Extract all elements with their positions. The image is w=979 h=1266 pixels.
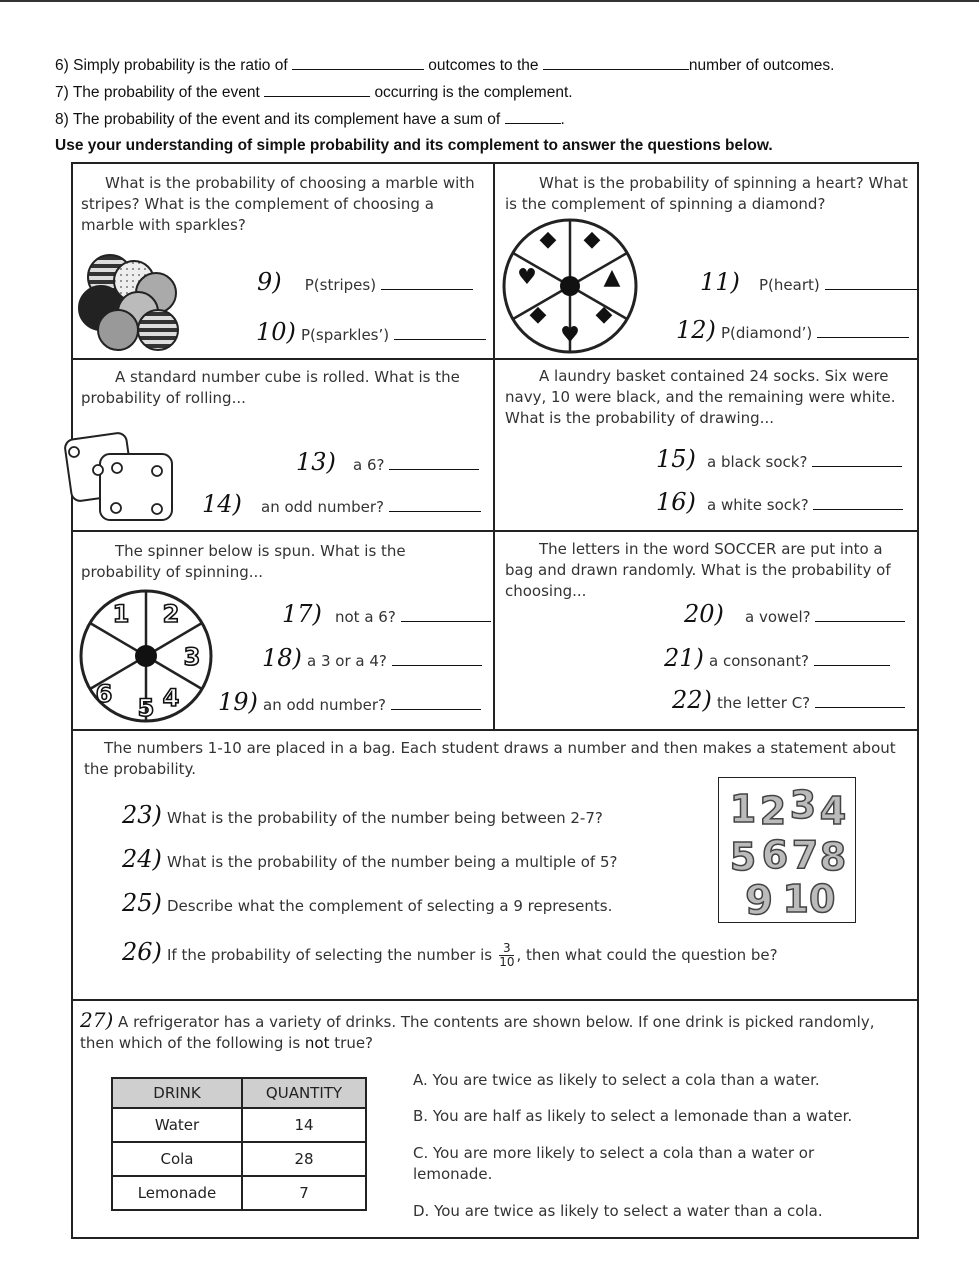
table-cell: Water	[112, 1108, 242, 1142]
spinner-label: 6	[95, 680, 113, 708]
svg-text:8: 8	[819, 835, 847, 879]
q24: 24) What is the probability of the number being a multiple of 5?	[122, 845, 618, 873]
table-header-row	[112, 1078, 366, 1108]
spinner-label: 3	[183, 643, 201, 671]
q9: 9) P(stripes)	[257, 268, 473, 296]
q20: 20) a vowel?	[684, 600, 905, 628]
svg-text:♥: ♥	[560, 323, 580, 348]
svg-text:7: 7	[791, 833, 819, 877]
answer-blank-20[interactable]	[815, 611, 905, 622]
table-row	[112, 1142, 366, 1176]
fraction-denominator: 10	[499, 955, 515, 969]
choice-a[interactable]: A. You are twice as likely to select a cola than a water.	[413, 1071, 820, 1089]
svg-text:◆: ◆	[539, 227, 557, 252]
table-row	[112, 1176, 366, 1210]
question-8: 8) The probability of the event and its complement have a sum of .	[55, 111, 565, 128]
grid-row-line	[71, 530, 919, 532]
column-header: DRINK	[112, 1078, 242, 1108]
number-spinner-image	[78, 588, 214, 724]
answer-blank-11[interactable]	[825, 279, 917, 290]
grid-row-line	[71, 358, 919, 360]
numbers-art-frame	[718, 777, 856, 923]
hearts-prompt: What is the probability of spinning a heart? What is the complement of spinning a diamond?	[505, 174, 908, 213]
fraction-numerator: 3	[499, 942, 514, 956]
answer-blank-21[interactable]	[814, 655, 890, 666]
answer-blank-9[interactable]	[381, 279, 473, 290]
q26: 26) If the probability of selecting the number is $\frac{3}{10}$ , then what could the question be?	[122, 938, 778, 969]
svg-text:▲: ▲	[603, 265, 621, 290]
table-cell: 14	[242, 1108, 366, 1142]
svg-text:9: 9	[745, 878, 773, 921]
answer-blank-14[interactable]	[389, 501, 481, 512]
q14: 14) an odd number?	[202, 490, 481, 518]
q25: 25) Describe what the complement of selecting a 9 represents.	[122, 889, 613, 917]
answer-blank-10[interactable]	[394, 329, 486, 340]
q15: 15) a black sock?	[656, 445, 902, 473]
drinks-table	[111, 1077, 367, 1211]
q11: 11) P(heart)	[700, 268, 917, 296]
svg-text:5: 5	[729, 835, 757, 879]
q21: 21) a consonant?	[664, 644, 890, 672]
table-cell: Lemonade	[112, 1176, 242, 1210]
answer-blank-8[interactable]	[505, 111, 561, 124]
svg-text:2: 2	[759, 789, 787, 833]
answer-blank-19[interactable]	[391, 699, 481, 710]
choice-b[interactable]: B. You are half as likely to select a lemonade than a water.	[413, 1107, 853, 1125]
marbles-prompt: What is the probability of choosing a marble with stripes? What is the complement of choosing a marble with sparkles?	[81, 174, 475, 234]
grid-divider	[493, 162, 495, 731]
svg-text:6: 6	[761, 833, 789, 877]
soccer-prompt: The letters in the word SOCCER are put into a bag and drawn randomly. What is the probability of choosing...	[505, 540, 891, 600]
answer-blank-6a[interactable]	[292, 57, 424, 70]
choice-d[interactable]: D. You are twice as likely to select a water than a cola.	[413, 1202, 823, 1220]
heart-spinner-image	[500, 216, 640, 356]
q23: 23) What is the probability of the number being between 2-7?	[122, 801, 603, 829]
spinner-label: 1	[112, 600, 130, 628]
top-border	[0, 0, 979, 2]
table-cell: 7	[242, 1176, 366, 1210]
q10: 10) P(sparkles’)	[256, 318, 486, 346]
q19: 19) an odd number?	[218, 688, 481, 716]
svg-text:♥: ♥	[517, 265, 537, 290]
question-7: 7) The probability of the event occurring is the complement.	[55, 84, 573, 101]
spinner-prompt: The spinner below is spun. What is the probability of spinning...	[81, 542, 406, 581]
q16: 16) a white sock?	[656, 488, 903, 516]
q17: 17) not a 6?	[282, 600, 491, 628]
answer-blank-7[interactable]	[264, 84, 370, 97]
svg-text:◆: ◆	[529, 302, 547, 327]
answer-blank-13[interactable]	[389, 459, 479, 470]
numbers-art	[719, 778, 854, 921]
answer-blank-16[interactable]	[813, 499, 903, 510]
numbers-prompt: The numbers 1-10 are placed in a bag. Each student draws a number and then makes a statement about the probability.	[84, 739, 896, 778]
svg-text:3: 3	[789, 783, 817, 827]
spinner-label: 2	[162, 600, 180, 628]
drinks-prompt: 27) A refrigerator has a variety of drinks. The contents are shown below. If one drink is picked randomly, then which of the following is not true?	[80, 1008, 875, 1052]
marbles-image	[76, 248, 186, 356]
q13: 13) a 6?	[296, 448, 479, 476]
question-6: 6) Simply probability is the ratio of outcomes to the number of outcomes.	[55, 57, 835, 74]
svg-text:◆: ◆	[595, 302, 613, 327]
svg-text:4: 4	[819, 789, 847, 833]
cube-prompt: A standard number cube is rolled. What is the probability of rolling...	[81, 368, 460, 407]
answer-blank-15[interactable]	[812, 456, 902, 467]
table-cell: 28	[242, 1142, 366, 1176]
dice-image	[60, 430, 190, 525]
svg-text:10: 10	[782, 877, 836, 921]
answer-blank-22[interactable]	[815, 697, 905, 708]
q12: 12) P(diamond’)	[676, 316, 909, 344]
socks-prompt: A laundry basket contained 24 socks. Six were navy, 10 were black, and the remaining were white. What is the probability of drawing...	[505, 367, 896, 427]
column-header: QUANTITY	[242, 1078, 366, 1108]
choice-c[interactable]: C. You are more likely to select a cola than a water or lemonade.	[413, 1144, 815, 1183]
spinner-label: 4	[162, 684, 180, 712]
table-cell: Cola	[112, 1142, 242, 1176]
answer-blank-18[interactable]	[392, 655, 482, 666]
table-row	[112, 1108, 366, 1142]
spinner-label: 5	[137, 694, 155, 722]
answer-blank-12[interactable]	[817, 327, 909, 338]
svg-text:1: 1	[729, 787, 757, 831]
answer-blank-17[interactable]	[401, 611, 491, 622]
answer-blank-6b[interactable]	[543, 57, 689, 70]
instruction: Use your understanding of simple probability and its complement to answer the questions below.	[55, 137, 773, 154]
q18: 18) a 3 or a 4?	[262, 644, 482, 672]
q22: 22) the letter C?	[672, 686, 905, 714]
svg-text:◆: ◆	[583, 227, 601, 252]
